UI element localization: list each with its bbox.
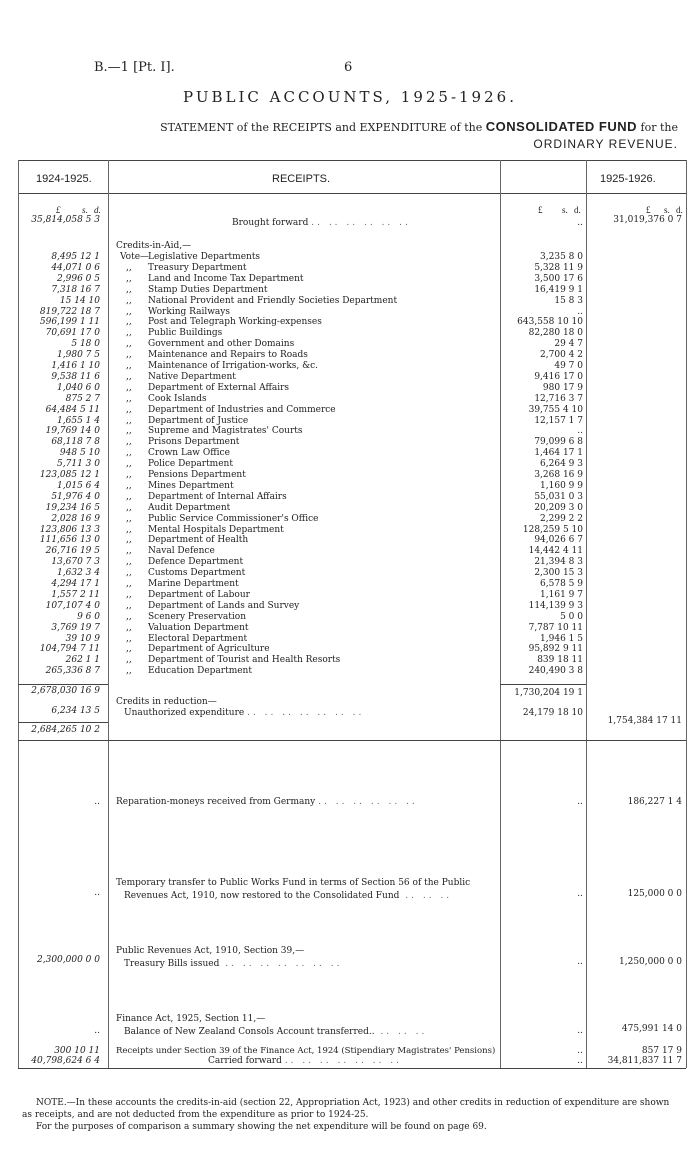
cia-item-text: Audit Department — [148, 503, 231, 513]
cia-item-label — [126, 350, 494, 361]
cia-item-label — [126, 546, 494, 557]
cia-prev-value: 948 5 10 — [59, 448, 100, 458]
cia-item-label — [126, 448, 494, 459]
cia-item-label — [126, 557, 494, 568]
cia-prev-value: 819,722 18 7 — [39, 307, 100, 317]
footnote-line2: For the purposes of comparison a summary showing the net expenditure will be found on page 69. — [36, 1122, 487, 1132]
footnote — [22, 1097, 682, 1133]
cia-cur-value: 21,394 8 3 — [534, 557, 583, 567]
cia-cur-value: 643,558 10 10 — [517, 317, 583, 327]
treasury-bills-label: Public Revenues Act, 1910, Section 39,— Treasury Bills issued .. .. .. .. .. .. .. — [116, 945, 496, 971]
ditto-mark: ,, — [126, 514, 132, 524]
cia-cur-value: 82,280 18 0 — [528, 328, 583, 338]
ditto-mark: ,, — [126, 416, 132, 426]
ditto-mark: ,, — [126, 666, 132, 676]
ditto-mark: ,, — [126, 361, 132, 371]
cia-cur-value: 5 0 0 — [560, 612, 583, 622]
cia-item-label — [126, 285, 494, 296]
subtitle-fund: CONSOLIDATED FUND — [485, 119, 638, 134]
ditto-mark: ,, — [126, 317, 132, 327]
finance-act-prev: .. — [94, 1026, 100, 1036]
unauthorized-prev: 6,234 13 5 — [51, 706, 100, 716]
cia-item-label — [148, 252, 494, 263]
credits-in-aid-heading: Credits-in-Aid,— — [116, 241, 192, 251]
reparation-total: 186,227 1 4 — [627, 797, 682, 807]
ditto-mark: ,, — [126, 546, 132, 556]
ditto-mark: ,, — [126, 535, 132, 545]
ditto-mark: ,, — [126, 383, 132, 393]
cia-cur-value: 12,157 1 7 — [534, 416, 583, 426]
document-reference: B.—1 [Pt. I]. — [94, 60, 175, 75]
cia-item-text: Police Department — [148, 459, 233, 469]
ditto-mark: ,, — [126, 557, 132, 567]
treasury-bills-line1: Public Revenues Act, 1910, Section 39,— — [116, 946, 305, 956]
cia-item-text: Post and Telegraph Working-expenses — [148, 317, 322, 327]
cia-cur-value: .. — [577, 426, 583, 436]
ditto-mark: ,, — [126, 437, 132, 447]
cia-cur-value: 3,268 16 9 — [534, 470, 583, 480]
ditto-mark: ,, — [126, 426, 132, 436]
cia-cur-value: 7,787 10 11 — [528, 623, 583, 633]
cia-cur-value: 20,209 3 0 — [534, 503, 583, 513]
unit-d-prev: d. — [94, 205, 101, 215]
cia-prev-value: 8,495 12 1 — [51, 252, 100, 262]
finance-act-cur: .. — [577, 1026, 583, 1036]
cia-item-text: Mental Hospitals Department — [148, 525, 284, 535]
cia-item-text: Legislative Departments — [148, 252, 261, 262]
cia-prev-value: 1,015 6 4 — [57, 481, 100, 491]
reduction-total-prev: 2,684,265 10 2 — [31, 725, 100, 735]
cia-item-text: Valuation Department — [148, 623, 249, 633]
stipendiary-prev: 300 10 11 — [54, 1046, 100, 1056]
cia-item-label — [126, 394, 494, 405]
cia-prev-value: 9 6 0 — [77, 612, 100, 622]
cia-prev-value: 1,980 7 5 — [57, 350, 100, 360]
treasury-bills-total: 1,250,000 0 0 — [619, 957, 682, 967]
stipendiary-label: Receipts under Section 39 of the Finance Act, 1924 (Stipendiary Magistrates' Pensions) — [116, 1046, 496, 1056]
cia-cur-value: 14,442 4 11 — [528, 546, 583, 556]
ditto-mark: ,, — [126, 590, 132, 600]
col-head-cur-year: 1925-1926. — [600, 173, 656, 185]
cia-item-text: Department of Industries and Commerce — [148, 405, 336, 415]
brought-forward-cur: .. — [577, 218, 583, 228]
cia-item-text: Stamp Duties Department — [148, 285, 268, 295]
unauthorized-text: Unauthorized expenditure — [124, 708, 245, 718]
unit-pound-cur: £ — [538, 205, 543, 215]
col-head-receipts: RECEIPTS. — [272, 173, 331, 185]
ditto-mark: ,, — [126, 350, 132, 360]
cia-prev-value: 123,806 13 3 — [39, 525, 100, 535]
cia-item-label — [126, 437, 494, 448]
ditto-mark: ,, — [126, 579, 132, 589]
unit-s-total: s. — [664, 205, 670, 215]
ditto-mark: ,, — [126, 623, 132, 633]
cia-item-label — [126, 503, 494, 514]
cia-item-text: Maintenance and Repairs to Roads — [148, 350, 308, 360]
cia-cur-value: 980 17 9 — [542, 383, 583, 393]
cia-prev-value: 9,538 11 6 — [51, 372, 100, 382]
table-right-rule — [686, 160, 687, 1068]
cia-item-label — [126, 623, 494, 634]
cia-item-label — [126, 361, 494, 372]
ditto-mark: ,, — [126, 307, 132, 317]
cia-cur-value: 3,235 8 0 — [540, 252, 583, 262]
cia-item-label — [126, 612, 494, 623]
cia-item-text: Naval Defence — [148, 546, 215, 556]
cur-subtotal-rule — [500, 684, 586, 685]
cia-prev-value: 51,976 4 0 — [51, 492, 100, 502]
cia-item-text: Public Service Commissioner's Office — [148, 514, 319, 524]
cia-prev-value: 19,769 14 0 — [45, 426, 100, 436]
cia-item-text: Working Railways — [148, 307, 230, 317]
unit-pound-total: £ — [646, 205, 651, 215]
cia-cur-value: .. — [577, 307, 583, 317]
cia-prev-value: 107,107 4 0 — [45, 601, 100, 611]
cia-item-label — [126, 470, 494, 481]
ditto-mark: ,, — [126, 448, 132, 458]
cia-item-text: Scenery Preservation — [148, 612, 246, 622]
unit-s-prev: s. — [82, 205, 88, 215]
finance-act-label: Finance Act, 1925, Section 11,— Balance of New Zealand Consols Account transferred.. .. .. .. — [116, 1013, 496, 1039]
cia-item-text: Native Department — [148, 372, 236, 382]
cia-item-text: Land and Income Tax Department — [148, 274, 304, 284]
transfer-prev: .. — [94, 888, 100, 898]
cia-item-text: Department of Internal Affairs — [148, 492, 287, 502]
cia-prev-value: 15 14 10 — [59, 296, 100, 306]
reparation-text: Reparation-moneys received from Germany — [116, 797, 316, 807]
subtitle-suffix: for the — [640, 121, 678, 134]
cia-cur-value: 2,300 15 3 — [534, 568, 583, 578]
cia-prev-value: 13,670 7 3 — [51, 557, 100, 567]
ditto-mark: ,, — [126, 481, 132, 491]
cia-item-label — [126, 590, 494, 601]
unit-pound-prev: £ — [56, 205, 61, 215]
cia-item-label — [126, 317, 494, 328]
page-number: 6 — [344, 60, 353, 75]
cia-prev-value: 875 2 7 — [65, 394, 100, 404]
cia-item-label — [126, 481, 494, 492]
unauthorized-label: Unauthorized expenditure .. .. .. .. .. .. .. — [124, 708, 365, 718]
cia-prev-value: 1,655 1 4 — [57, 416, 100, 426]
cia-prev-value: 19,234 16 5 — [45, 503, 100, 513]
cia-item-label — [126, 383, 494, 394]
cia-item-text: Prisons Department — [148, 437, 240, 447]
cia-item-text: Department of External Affairs — [148, 383, 290, 393]
cia-item-label — [126, 372, 494, 383]
cia-cur-value: 3,500 17 6 — [534, 274, 583, 284]
statement-subtitle — [160, 118, 678, 153]
cia-cur-value: 55,031 0 3 — [534, 492, 583, 502]
prev-col-rule — [108, 160, 109, 1068]
cia-item-text: Treasury Department — [148, 263, 247, 273]
ditto-mark: ,, — [126, 492, 132, 502]
ditto-mark: ,, — [126, 394, 132, 404]
cia-prev-value: 70,691 17 0 — [45, 328, 100, 338]
carried-forward-label: Carried forward .. .. .. .. .. .. .. — [208, 1056, 402, 1066]
cia-prev-value: 3,769 19 7 — [51, 623, 100, 633]
cia-item-label — [126, 339, 494, 350]
cia-cur-value: 12,716 3 7 — [534, 394, 583, 404]
brought-forward-text: Brought forward — [232, 218, 309, 228]
brought-forward-label: Brought forward .. .. .. .. .. .. — [232, 218, 411, 228]
footnote-line1: NOTE.—In these accounts the credits-in-aid (section 22, Appropriation Act, 1923) and other credits in reduction of expenditure are shown as receipts, and are not deducted from the expenditure as prior to 1924-25. — [22, 1098, 670, 1120]
cia-subtotal-cur: 1,730,204 19 1 — [514, 688, 583, 698]
ditto-mark: ,, — [126, 612, 132, 622]
cia-item-text: Mines Department — [148, 481, 234, 491]
carried-forward-total: 34,811,837 11 7 — [607, 1056, 682, 1066]
cia-item-text: Department of Health — [148, 535, 249, 545]
cia-item-label — [126, 459, 494, 470]
cia-prev-value: 2,028 16 9 — [51, 514, 100, 524]
stipendiary-cur: .. — [577, 1046, 583, 1056]
cia-item-label — [126, 274, 494, 285]
prev-reduction-rule — [18, 722, 108, 723]
cia-item-label — [126, 514, 494, 525]
unauthorized-cur: 24,179 18 10 — [522, 708, 583, 718]
cia-prev-value: 68,118 7 8 — [51, 437, 100, 447]
cia-item-text: National Provident and Friendly Societies Department — [148, 296, 398, 306]
desc-col-rule — [500, 160, 501, 1068]
cia-item-text: Supreme and Magistrates' Courts — [148, 426, 303, 436]
cia-item-text: Department of Lands and Survey — [148, 601, 300, 611]
cia-prev-value: 123,085 12 1 — [39, 470, 100, 480]
ditto-mark: ,, — [126, 459, 132, 469]
cia-item-text: Government and other Domains — [148, 339, 295, 349]
carried-forward-text: Carried forward — [208, 1056, 282, 1066]
cia-cur-value: 5,328 11 9 — [534, 263, 583, 273]
cia-prev-value: 5 18 0 — [71, 339, 100, 349]
ditto-mark: ,, — [126, 601, 132, 611]
cia-cur-value: 114,139 9 3 — [528, 601, 583, 611]
cia-prev-value: 104,794 7 11 — [39, 644, 100, 654]
ditto-mark: ,, — [126, 503, 132, 513]
cia-cur-value: 9,416 17 0 — [534, 372, 583, 382]
cia-item-text: Pensions Department — [148, 470, 246, 480]
cia-prev-value: 64,484 5 11 — [45, 405, 100, 415]
treasury-bills-cur: .. — [577, 957, 583, 967]
transfer-line2: Revenues Act, 1910, now restored to the Consolidated Fund — [124, 891, 400, 901]
cia-item-text: Department of Justice — [148, 416, 249, 426]
cia-item-text: Defence Department — [148, 557, 244, 567]
cia-prev-value: 39 10 9 — [65, 634, 100, 644]
ditto-mark: ,, — [126, 263, 132, 273]
ditto-mark: ,, — [126, 644, 132, 654]
cia-item-label — [126, 405, 494, 416]
cia-prev-value: 2,996 0 5 — [57, 274, 100, 284]
cia-cur-value: 29 4 7 — [554, 339, 583, 349]
cia-prev-value: 265,336 8 7 — [45, 666, 100, 676]
cia-prev-value: 44,071 0 6 — [51, 263, 100, 273]
cia-item-text: Department of Labour — [148, 590, 250, 600]
cia-item-label — [126, 535, 494, 546]
cia-prev-value: 111,656 13 0 — [39, 535, 100, 545]
ditto-mark: ,, — [126, 525, 132, 535]
treasury-bills-prev: 2,300,000 0 0 — [37, 955, 100, 965]
credits-in-reduction-heading: Credits in reduction— — [116, 697, 217, 707]
finance-act-total: 475,991 14 0 — [621, 1024, 682, 1034]
brought-forward-total: 31,019,376 0 7 — [613, 215, 682, 225]
cia-prev-value: 596,199 1 11 — [39, 317, 100, 327]
cia-prev-value: 1,040 6 0 — [57, 383, 100, 393]
stipendiary-total: 857 17 9 — [641, 1046, 682, 1056]
unit-d-cur: d. — [574, 205, 581, 215]
transfer-cur: .. — [577, 889, 583, 899]
ditto-mark: ,, — [126, 372, 132, 382]
ditto-mark: ,, — [126, 655, 132, 665]
cia-item-label — [126, 263, 494, 274]
cia-item-label — [126, 328, 494, 339]
reparation-cur: .. — [577, 797, 583, 807]
cia-item-label — [126, 492, 494, 503]
cia-cur-value: 39,755 4 10 — [528, 405, 583, 415]
transfer-total: 125,000 0 0 — [627, 889, 682, 899]
cia-cur-value: 95,892 9 11 — [528, 644, 583, 654]
carried-forward-cur: .. — [577, 1056, 583, 1066]
ditto-mark: ,, — [126, 470, 132, 480]
cia-prev-value: 1,557 2 11 — [51, 590, 100, 600]
cia-cur-value: 240,490 3 8 — [528, 666, 583, 676]
cia-cur-value: 1,161 9 7 — [540, 590, 583, 600]
finance-act-line2: Balance of New Zealand Consols Account transferred.. — [124, 1027, 375, 1037]
cia-item-label — [126, 296, 494, 307]
cia-cur-value: 49 7 0 — [554, 361, 583, 371]
cia-prev-value: 7,318 16 7 — [51, 285, 100, 295]
cia-item-label — [126, 644, 494, 655]
reparation-label: Reparation-moneys received from Germany .. .. .. .. .. .. — [116, 797, 418, 807]
table-bottom-rule — [18, 1068, 686, 1069]
cia-cur-value: 6,578 5 9 — [540, 579, 583, 589]
cia-subtotal-prev: 2,678,030 16 9 — [31, 686, 100, 696]
reduction-total: 1,754,384 17 11 — [607, 716, 682, 726]
cia-cur-value: 1,160 9 9 — [540, 481, 583, 491]
cia-item-label — [126, 601, 494, 612]
cia-item-text: Maintenance of Irrigation-works, &c. — [148, 361, 319, 371]
reparation-prev: .. — [94, 797, 100, 807]
cia-prev-value: 1,632 3 4 — [57, 568, 100, 578]
treasury-bills-line2: Treasury Bills issued — [124, 959, 220, 969]
cia-cur-value: 79,099 6 8 — [534, 437, 583, 447]
ditto-mark: ,, — [126, 405, 132, 415]
subtitle-prefix: STATEMENT of the RECEIPTS and EXPENDITURE of the — [160, 121, 483, 134]
cia-item-text: Education Department — [148, 666, 252, 676]
ditto-mark: ,, — [126, 296, 132, 306]
ditto-mark: ,, — [126, 285, 132, 295]
cia-item-label — [126, 579, 494, 590]
ditto-mark: ,, — [126, 634, 132, 644]
ditto-mark: ,, — [126, 568, 132, 578]
cur-col-rule — [586, 160, 587, 1068]
col-head-prev-year: 1924-1925. — [36, 173, 92, 185]
cia-item-label — [126, 666, 494, 677]
ditto-mark: ,, — [126, 328, 132, 338]
cia-item-text: Crown Law Office — [148, 448, 230, 458]
vote-prefix: Vote— — [120, 252, 150, 262]
ditto-mark: ,, — [126, 339, 132, 349]
cia-prev-value: 262 1 1 — [65, 655, 100, 665]
cia-item-text: Electoral Department — [148, 634, 248, 644]
carried-forward-prev: 40,798,624 6 4 — [31, 1056, 100, 1066]
cia-cur-value: 6,264 9 3 — [540, 459, 583, 469]
cia-item-text: Department of Tourist and Health Resorts — [148, 655, 341, 665]
cia-cur-value: 128,259 5 10 — [522, 525, 583, 535]
subtitle-line2: ORDINARY REVENUE. — [533, 137, 678, 151]
prev-subtotal-rule — [18, 684, 108, 685]
transfer-line1: Temporary transfer to Public Works Fund in terms of Section 56 of the Public — [116, 878, 471, 888]
cia-cur-value: 16,419 9 1 — [534, 285, 583, 295]
cia-item-text: Cook Islands — [148, 394, 207, 404]
cia-item-text: Marine Department — [148, 579, 239, 589]
cia-item-text: Customs Department — [148, 568, 246, 578]
cia-cur-value: 2,299 2 2 — [540, 514, 583, 524]
cia-cur-value: 15 8 3 — [554, 296, 583, 306]
unit-s-cur: s. — [562, 205, 568, 215]
cia-prev-value: 5,711 3 0 — [57, 459, 100, 469]
cia-prev-value: 4,294 17 1 — [51, 579, 100, 589]
cia-item-label — [126, 568, 494, 579]
transfer-label: Temporary transfer to Public Works Fund in terms of Section 56 of the Public Revenues Act, 1910, now restored to the Consolidated Fund .. .. .. — [116, 877, 496, 903]
cia-prev-value: 26,716 19 5 — [45, 546, 100, 556]
unit-d-total: d. — [676, 205, 683, 215]
cia-item-label — [126, 655, 494, 666]
cia-item-label — [126, 426, 494, 437]
page-title: PUBLIC ACCOUNTS, 1925-1926. — [183, 88, 517, 106]
brought-forward-prev: 35,814,058 5 3 — [31, 215, 100, 225]
cia-cur-value: 1,464 17 1 — [534, 448, 583, 458]
cia-prev-value: 1,416 1 10 — [51, 361, 100, 371]
cia-cur-value: 1,946 1 5 — [540, 634, 583, 644]
cia-cur-value: 2,700 4 2 — [540, 350, 583, 360]
cia-cur-value: 839 18 11 — [537, 655, 583, 665]
cia-item-text: Public Buildings — [148, 328, 223, 338]
ditto-mark: ,, — [126, 274, 132, 284]
cia-cur-value: 94,026 6 7 — [534, 535, 583, 545]
section-rule-1 — [18, 740, 686, 741]
finance-act-line1: Finance Act, 1925, Section 11,— — [116, 1014, 266, 1024]
cia-item-text: Department of Agriculture — [148, 644, 270, 654]
